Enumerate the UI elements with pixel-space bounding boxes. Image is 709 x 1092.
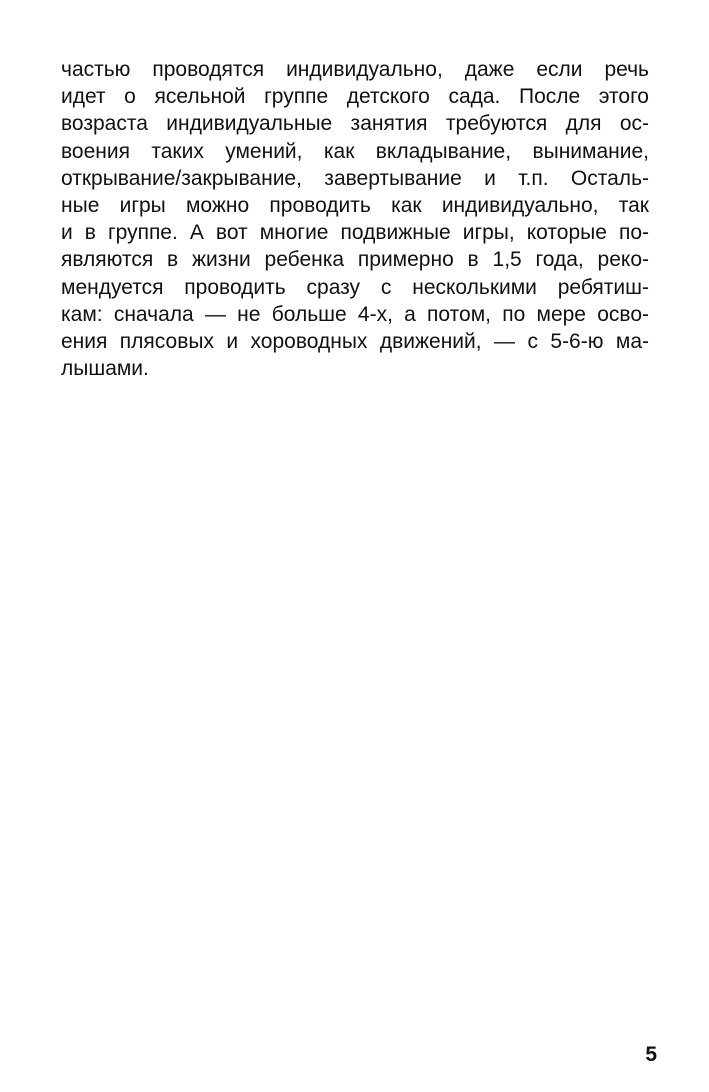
paragraph-line: воения таких умений, как вкладывание, вынимание, (61, 139, 649, 163)
paragraph-line: ные игры можно проводить как индивидуально, так (61, 193, 649, 217)
paragraph-line: являются в жизни ребенка примерно в 1,5 года, реко- (61, 248, 649, 272)
paragraph-line: открывание/закрывание, завертывание и т.п. Осталь- (61, 166, 649, 190)
paragraph-line: возраста индивидуальные занятия требуются для ос- (61, 112, 649, 136)
body-paragraph (61, 56, 649, 382)
page-number: 5 (645, 1043, 657, 1066)
paragraph-line: частью проводятся индивидуально, даже если речь (61, 58, 649, 81)
paragraph-line: лышами. (61, 357, 149, 381)
paragraph-line: и в группе. А вот многие подвижные игры, которые по- (61, 221, 649, 245)
paragraph-line: идет о ясельной группе детского сада. После этого (61, 85, 649, 109)
paragraph-line: ения плясовых и хороводных движений, — с 5-6-ю ма- (61, 329, 649, 353)
paragraph-line: кам: сначала — не больше 4-х, а потом, по мере осво- (61, 302, 649, 326)
paragraph-line: мендуется проводить сразу с несколькими ребятиш- (61, 275, 649, 299)
